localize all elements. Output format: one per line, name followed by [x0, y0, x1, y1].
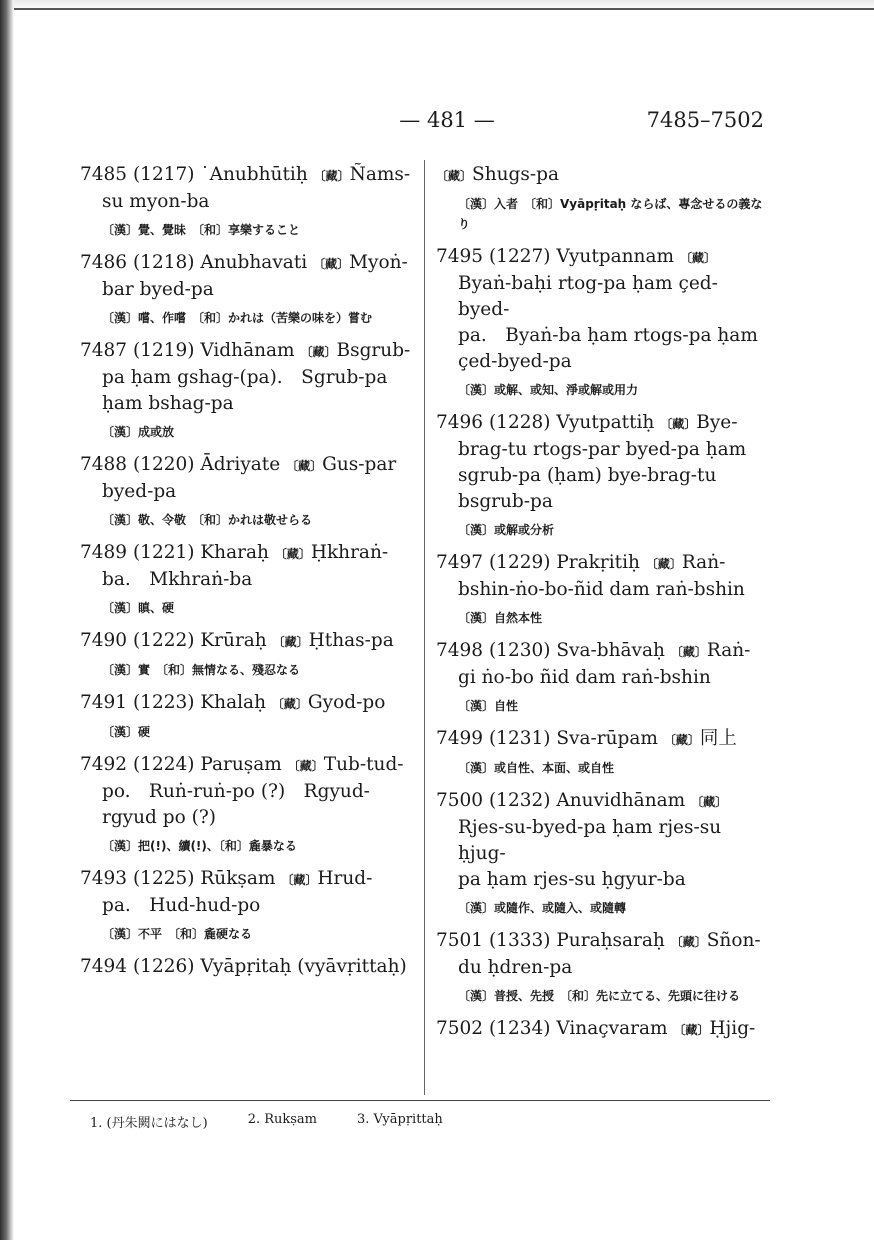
tibetan-term: Myoṅ-	[349, 252, 408, 273]
entry-continuation: rgyud po (?)	[102, 807, 216, 828]
tibetan-term: Bsgrub-	[336, 340, 411, 361]
entry-headline	[436, 162, 766, 189]
entry-continuation: ba. Mkhraṅ-ba	[102, 569, 253, 590]
entry-continuation: Byaṅ-baḥi rtog-pa ḥam çed-byed-	[458, 273, 718, 320]
tibetan-term: Raṅ-	[706, 640, 751, 661]
entry-headline	[80, 752, 415, 779]
tibetan-tag: 〔藏〕	[670, 935, 707, 949]
dictionary-entry	[436, 788, 766, 918]
tibetan-term: Ñams-	[349, 164, 411, 185]
dictionary-entry	[436, 162, 766, 234]
entry-continuation: pa. Byaṅ-ba ḥam rtogs-pa ḥam	[458, 325, 758, 346]
tibetan-term: Tub-tud-	[323, 754, 404, 775]
entry-continuation: pa ḥam rjes-su ḥgyur-ba	[458, 869, 686, 890]
entry-headword: 7497 (1229) Prakṛitiḥ	[436, 552, 640, 573]
translation-line: 〔漢〕或隨作、或隨入、或隨轉	[458, 901, 627, 915]
entry-headword: 7488 (1220) Ādriyate	[80, 454, 281, 475]
entry-continuation: bshin-ṅo-bo-ñid dam raṅ-bshin	[458, 579, 745, 600]
entry-headline	[80, 628, 415, 655]
tibetan-term: Raṅ-	[681, 552, 726, 573]
translation-line: 〔漢〕硬	[102, 725, 151, 739]
tibetan-term: Ḥthas-pa	[308, 630, 394, 651]
scan-top-edge	[0, 8, 874, 10]
tibetan-tag: 〔藏〕	[313, 257, 350, 271]
entry-headline	[436, 928, 766, 955]
dictionary-entry	[80, 338, 415, 442]
entry-headword: 7502 (1234) Vinaçvaram	[436, 1018, 668, 1039]
translation-line: 〔漢〕敬、令敬 〔和〕かれは敬せらる	[102, 513, 313, 527]
entry-headline	[80, 338, 415, 365]
entry-continuation: ḥam bshag-pa	[102, 393, 234, 414]
entry-headword: 7499 (1231) Sva-rūpam	[436, 728, 658, 749]
entry-headword: 7491 (1223) Khalaḥ	[80, 692, 266, 713]
entry-continuation: bsgrub-pa	[458, 491, 553, 512]
entry-headword: 7498 (1230) Sva-bhāvaḥ	[436, 640, 665, 661]
tibetan-term: Ḥjig-	[709, 1018, 756, 1039]
dictionary-entry	[80, 628, 415, 680]
tibetan-tag: 〔藏〕	[313, 169, 350, 183]
entry-headline	[80, 954, 415, 981]
translation-line: 〔漢〕把(!)、續(!)、〔和〕麁暴なる	[102, 839, 297, 853]
footnote-rule	[70, 1100, 770, 1101]
translation-line: 〔漢〕自性	[458, 699, 519, 713]
dictionary-entry	[80, 690, 415, 742]
entry-headword: 7493 (1225) Rūkṣam	[80, 868, 276, 889]
entry-headline	[80, 162, 415, 189]
tibetan-tag: 〔藏〕	[274, 547, 311, 561]
entry-headline	[80, 690, 415, 717]
entry-continuation: su myon-ba	[102, 191, 210, 212]
dictionary-entry	[80, 752, 415, 856]
dictionary-entry	[436, 550, 766, 628]
entry-continuation: pa ḥam gshag-(pa). Sgrub-pa	[102, 367, 388, 388]
tibetan-term: Ḥkhraṅ-	[310, 542, 389, 563]
page-binding-shadow	[0, 0, 14, 1240]
entry-continuation: gi ṅo-bo ñid dam raṅ-bshin	[458, 667, 711, 688]
page-number: — 481 —	[399, 108, 495, 132]
entry-headword: 7485 (1217) ˙Anubhūtiḥ	[80, 164, 308, 185]
entry-continuation: brag-tu rtogs-par byed-pa ḥam	[458, 439, 747, 460]
translation-line: 〔漢〕覺、覺昧 〔和〕享樂すること	[102, 223, 301, 237]
tibetan-tag: 〔藏〕	[286, 459, 323, 473]
tibetan-term: Sñon-	[706, 930, 761, 951]
footnote-3: 3. Vyāpṛittaḥ	[357, 1112, 443, 1127]
tibetan-term: Bye-	[696, 412, 738, 433]
translation-line: 〔漢〕嚐、作嚐 〔和〕かれは（苦樂の味を）嘗む	[102, 311, 373, 325]
translation-line: 〔漢〕瞋、硬	[102, 601, 175, 615]
scan-top-shadow	[0, 0, 874, 8]
entry-headline	[80, 250, 415, 277]
entry-headword: 7496 (1228) Vyutpattiḥ	[436, 412, 655, 433]
entry-headword: 7490 (1222) Krūraḥ	[80, 630, 267, 651]
tibetan-tag: 〔藏〕	[300, 345, 337, 359]
translation-line: 〔漢〕入者 〔和〕Vyāpṛitaḥ ならば、專念せるの義なり	[458, 197, 763, 231]
dictionary-entry	[80, 250, 415, 328]
dictionary-entry	[80, 162, 415, 240]
entry-headline	[436, 1016, 766, 1043]
translation-line: 〔漢〕實 〔和〕無情なる、殘忍なる	[102, 663, 301, 677]
tibetan-tag: 〔藏〕	[271, 697, 308, 711]
entry-headline	[80, 540, 415, 567]
entry-headline	[436, 410, 766, 437]
tibetan-tag: 〔藏〕	[673, 1023, 710, 1037]
dictionary-entry	[436, 726, 766, 778]
dictionary-entry	[80, 540, 415, 618]
entry-headline	[436, 550, 766, 577]
entry-headline	[436, 726, 766, 753]
entry-continuation: po. Ruṅ-ruṅ-po (?) Rgyud-	[102, 781, 370, 802]
entry-continuation: pa. Hud-hud-po	[102, 895, 261, 916]
entry-continuation: byed-pa	[102, 481, 177, 502]
dictionary-entry	[436, 928, 766, 1006]
tibetan-term: Gyod-po	[307, 692, 386, 713]
tibetan-tag: 〔藏〕	[670, 645, 707, 659]
entry-headline	[436, 244, 766, 271]
entry-continuation: Rjes-su-byed-pa ḥam rjes-su ḥjug-	[458, 817, 722, 864]
entry-headword: 7501 (1333) Puraḥsaraḥ	[436, 930, 665, 951]
entry-headword: 7500 (1232) Anuvidhānam	[436, 790, 686, 811]
entry-headword: 7487 (1219) Vidhānam	[80, 340, 295, 361]
translation-line: 〔漢〕不平 〔和〕麁硬なる	[102, 927, 253, 941]
tibetan-tag: 〔藏〕	[272, 635, 309, 649]
entry-headline	[80, 452, 415, 479]
entry-continuation: du ḥdren-pa	[458, 957, 573, 978]
entry-headline	[436, 638, 766, 665]
tibetan-tag: 〔藏〕	[436, 169, 473, 183]
dictionary-entry	[436, 244, 766, 400]
tibetan-tag: 〔藏〕	[645, 557, 682, 571]
entry-range: 7485–7502	[646, 108, 764, 132]
dictionary-entry	[80, 452, 415, 530]
entry-continuation: bar byed-pa	[102, 279, 214, 300]
tibetan-term: Shugs-pa	[472, 164, 559, 185]
entry-continuation: çed-byed-pa	[458, 351, 572, 372]
translation-line: 〔漢〕普授、先授 〔和〕先に立てる、先頭に往ける	[458, 989, 741, 1003]
entry-headword: 7495 (1227) Vyutpannam	[436, 246, 675, 267]
entry-headword: 7486 (1218) Anubhavati	[80, 252, 308, 273]
translation-line: 〔漢〕或解、或知、淨或解或用力	[458, 383, 639, 397]
dictionary-entry	[80, 954, 415, 981]
translation-line: 〔漢〕或自性、本面、或自性	[458, 761, 615, 775]
dictionary-entry	[436, 410, 766, 540]
tibetan-tag: 〔藏〕	[287, 759, 324, 773]
left-column	[80, 162, 415, 991]
footnote-2: 2. Rukṣam	[247, 1112, 318, 1127]
dictionary-entry	[436, 638, 766, 716]
translation-line: 〔漢〕成或放	[102, 425, 175, 439]
translation-line: 〔漢〕自然本性	[458, 611, 543, 625]
tibetan-term: Gus-par	[322, 454, 397, 475]
entry-headword: 7489 (1221) Kharaḥ	[80, 542, 269, 563]
entry-headline	[436, 788, 766, 815]
dictionary-entry	[80, 866, 415, 944]
column-divider	[424, 160, 425, 1095]
entry-continuation: sgrub-pa (ḥam) bye-brag-tu	[458, 465, 717, 486]
tibetan-tag: 〔藏〕	[281, 873, 318, 887]
right-column	[436, 162, 766, 1053]
tibetan-tag: 〔藏〕	[663, 733, 700, 747]
entry-headword: 7492 (1224) Paruṣam	[80, 754, 282, 775]
dictionary-entry	[436, 1016, 766, 1043]
entry-headword: 7494 (1226) Vyāpṛitaḥ (vyāvṛittaḥ)	[80, 956, 407, 977]
tibetan-term: 同上	[699, 728, 737, 749]
tibetan-tag: 〔藏〕	[679, 251, 716, 265]
tibetan-term: Hrud-	[317, 868, 373, 889]
tibetan-tag: 〔藏〕	[691, 795, 728, 809]
footnotes	[90, 1112, 443, 1131]
entry-headline	[80, 866, 415, 893]
tibetan-tag: 〔藏〕	[660, 417, 697, 431]
translation-line: 〔漢〕或解或分析	[458, 523, 555, 537]
footnote-1: 1. (丹朱闕にはなし)	[90, 1116, 208, 1131]
